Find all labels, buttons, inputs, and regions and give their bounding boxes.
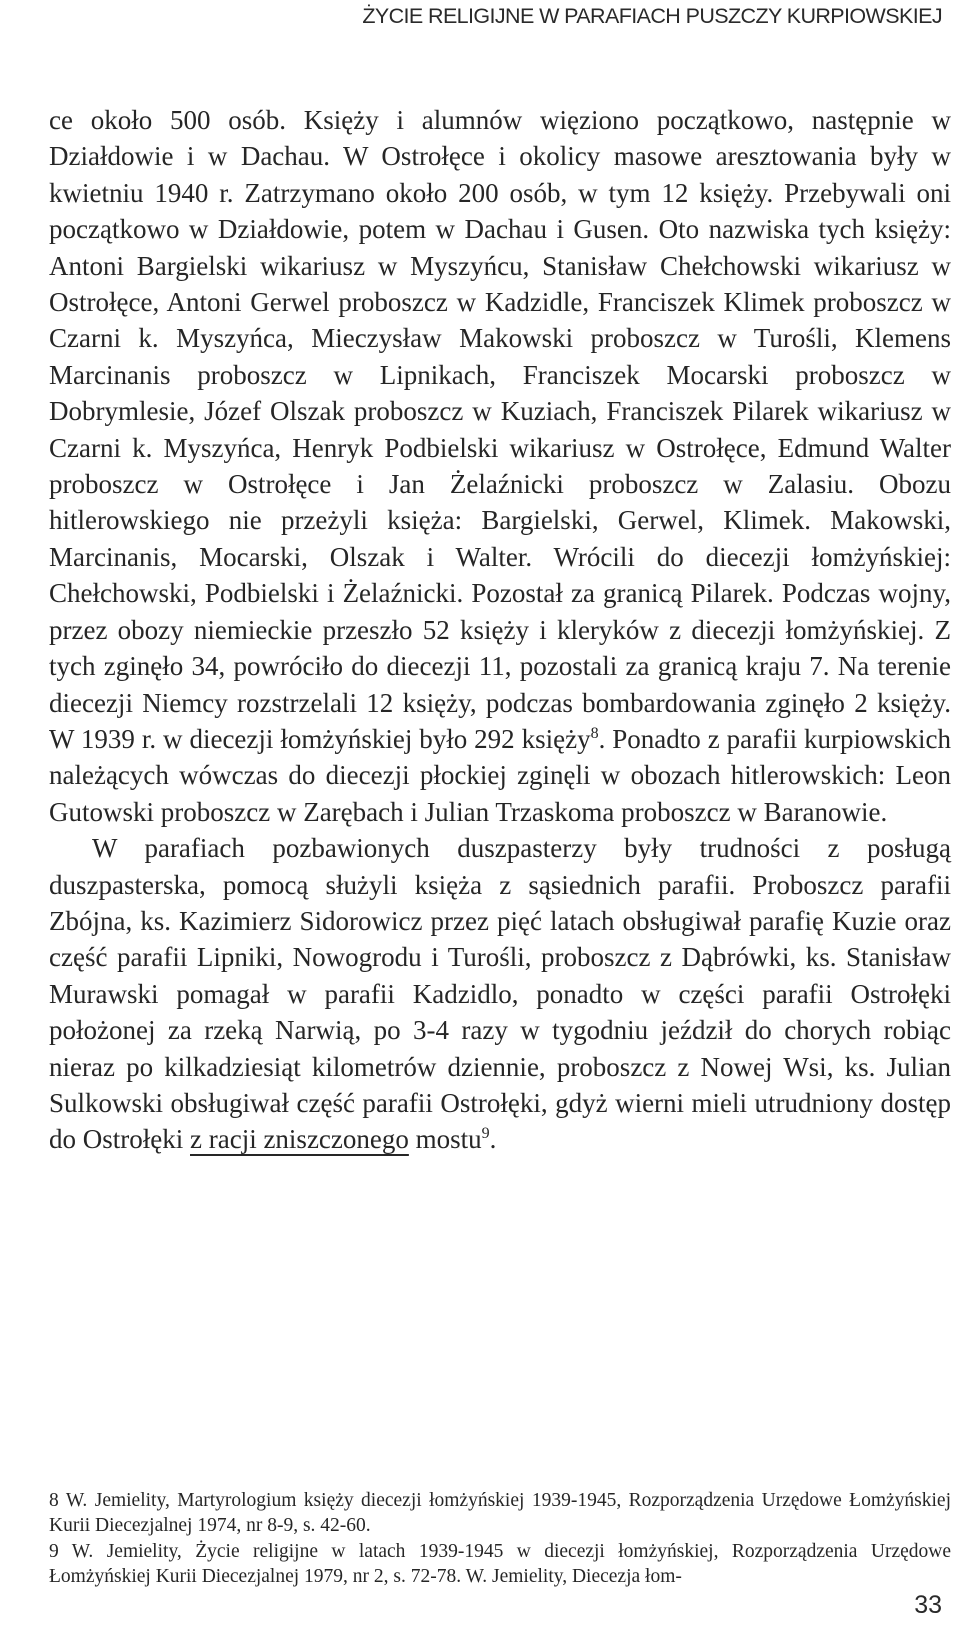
footnotes <box>49 1488 951 1590</box>
paragraph-1 <box>49 102 951 830</box>
paragraph-2-text: W parafiach pozbawionych duszpasterzy były trudności z posługą duszpasterska, pomocą służyli księża z sąsiednich parafii. Proboszcz parafii Zbójna, ks. Kazimierz Sidorowicz przez pięć latach obsługiwał parafię Kuzie oraz część parafii Lipniki, Nowogrodu i Turośli, proboszcz z Dąbrówki, ks. Stanisław Murawski pomagał w parafii Kadzidlo, ponadto w części parafii Ostrołęki położonej za rzeką Narwią, po 3-4 razy w tygodniu jeździł do chorych robiąc nieraz po kilkadziesiąt kilometrów dziennie, proboszcz z Nowej Wsi, ks. Julian Sulkowski obsługiwał część parafii Ostrołęki, gdyż wierni mieli utrudniony dostęp do Ostrołęki <box>49 833 951 1155</box>
paragraph-1-text: ce około 500 osób. Księży i alumnów więziono początkowo, następnie w Działdowie i w Dachau. W Ostrołęce i okolicy masowe aresztowania były w kwietniu 1940 r. Zatrzymano około 200 osób, w tym 12 księży. Przebywali oni początkowo w Działdowie, potem w Dachau i Gusen. Oto nazwiska tych księży: Antoni Bargielski wikariusz w Myszyńcu, Stanisław Chełchowski wikariusz w Ostrołęce, Antoni Gerwel proboszcz w Kadzidle, Franciszek Klimek proboszcz w Czarni k. Myszyńca, Mieczysław Makowski proboszcz w Turośli, Klemens Marcinanis proboszcz w Lipnikach, Franciszek Mocarski proboszcz w Dobrymlesie, Józef Olszak proboszcz w Kuziach, Franciszek Pilarek wikariusz w Czarni k. Myszyńca, Henryk Podbielski wikariusz w Ostrołęce, Edmund Walter proboszcz w Ostrołęce i Jan Żelaźnicki proboszcz w Zalasiu. Obozu hitlerowskiego nie przeżyli księża: Bargielski, Gerwel, Klimek. Makowski, Marcinanis, Mocarski, Olszak i Walter. Wrócili do diecezji łomżyńskiej: Chełchowski, Podbielski i Żelaźnicki. Pozostał za granicą Pilarek. Podczas wojny, przez obozy niemieckie przeszło 52 księży i kleryków z diecezji łomżyńskiej. Z tych zginęło 34, powróciło do diecezji 11, pozostali za granicą kraju 7. Na terenie diecezji Niemcy rozstrzelali 12 księży, podczas bombardowania zginęło 2 księży. W 1939 r. w diecezji łomżyńskiej było 292 księży <box>49 105 951 754</box>
paragraph-2-end-punct: . <box>489 1124 497 1155</box>
paragraph-2-last-line-underlined: z racji zniszczonego <box>190 1124 409 1155</box>
footnote-9: 9 W. Jemielity, Życie religijne w latach 1939-1945 w diecezji łomżyńskiej, Rozporządzenia Urzędowe Łomżyńskiej Kurii Diecezjalnej 1979, nr 2, s. 72-78. W. Jemielity, Diecezja łom- <box>49 1540 951 1588</box>
footnote-ref-8[interactable]: 8 <box>590 724 599 742</box>
footnote-ref-9[interactable]: 9 <box>481 1125 490 1143</box>
running-header: ŻYCIE RELIGIJNE W PARAFIACH PUSZCZY KURPIOWSKIEJ <box>362 4 942 28</box>
page-number: 33 <box>914 1591 942 1619</box>
main-text <box>49 102 951 1158</box>
footnote-8: 8 W. Jemielity, Martyrologium księży diecezji łomżyńskiej 1939-1945, Rozporządzenia Urzędowe Łomżyńskiej Kurii Diecezjalnej 1974, nr 8-9, s. 42-60. <box>49 1490 951 1537</box>
paragraph-1-text-after: . Ponadto z parafii kurpiowskich należących wówczas do diecezji płockiej zginęli w obozach hitlerowskich: Leon Gutowski proboszcz w Zarębach i Julian Trzaskoma proboszcz w Baranowie. <box>49 723 951 827</box>
paragraph-2-last-line-rest: mostu <box>408 1124 482 1155</box>
paragraph-2 <box>49 830 951 1158</box>
